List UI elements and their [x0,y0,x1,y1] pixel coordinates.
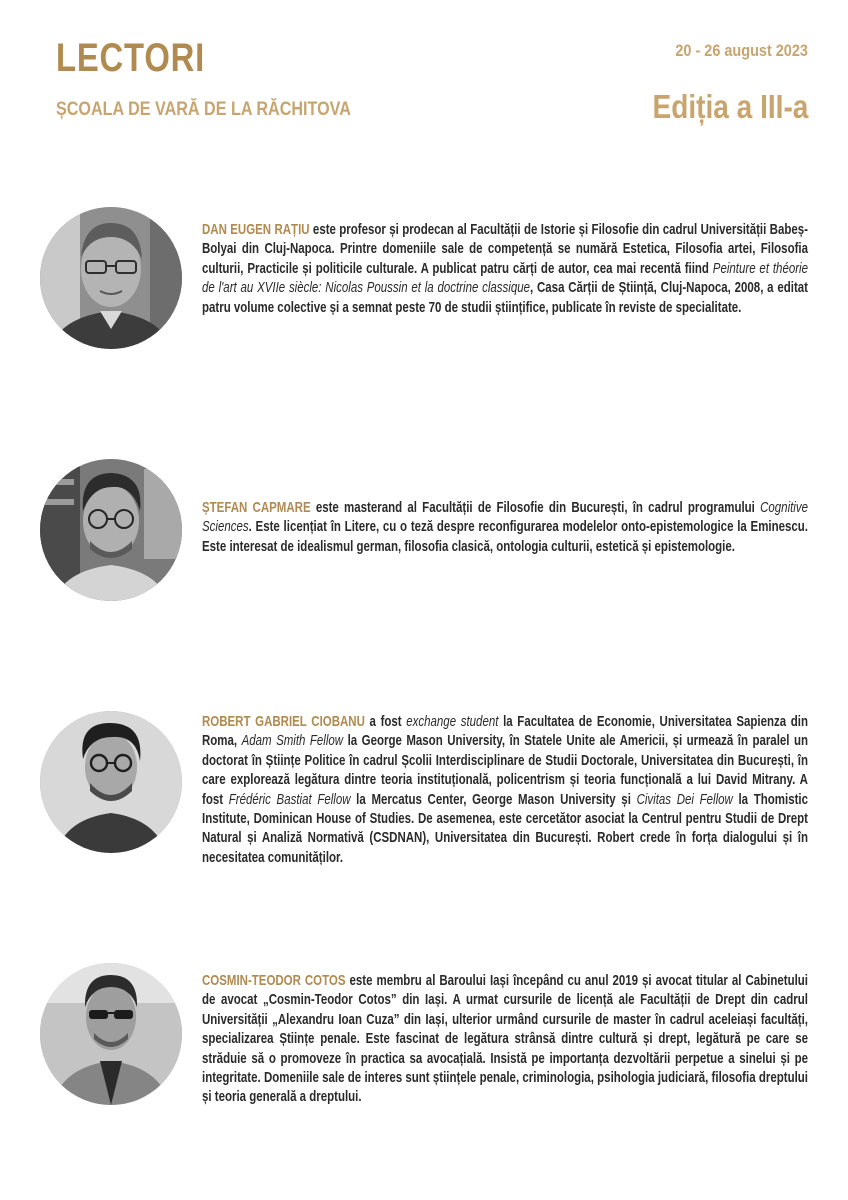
lecturer-photo [40,963,182,1105]
bio-segment: , Casa Cărții de Știință, Cluj-Napoca, 2008, a editat patru volume colective și a semnat peste 70 de studii științifice, publicate în reviste de specialitate. [202,280,808,316]
lecturer-name: ROBERT GABRIEL CIOBANU [202,714,365,730]
bio-segment: la Mercatus Center, George Mason University și [350,791,637,808]
bio-segment: la George Mason University, în Statele Unite ale Americii, și urmează în paralel un doctorat în Științe Politice în cadrul Școlii Interdisciplinare de Studii Doctorale, Universitatea din București, în care explorează legătura dintre teoria instituțională, policentrism și teoria funcțională a lui David Mitrany. A fost [202,733,808,808]
lecturer-bio [202,972,808,1108]
event-dates: 20 - 26 august 2023 [675,41,808,60]
lecturer-photo [40,207,182,349]
bio-segment: la Thomistic Institute, Dominican House of Studies. De asemenea, este cercetător asociat la Centrul pentru Studii de Drept Natural și Analiză Normativă (CSDNAN), Universitatea din București. Robert crede în forța dialogului și în necesitatea comunităților. [202,791,809,866]
italic-term: Peinture et théorie de l'art au XVIIe siècle: Nicolas Poussin et la doctrine classique [202,260,808,297]
bio-segment: este profesor și prodecan al Facultății de Istorie și Filosofie din cadrul Universității Babeș-Bolyai din Cluj-Napoca. Printre domeniile sale de competență se numără Estetica, Filosofia artei, Filosofia culturii, Practicile și politicile culturale. A publicat patru cărți de autor, cea mai recentă fiind [202,222,808,277]
school-subtitle: ȘCOALA DE VARĂ DE LA RĂCHITOVA [56,99,351,120]
page-title: LECTORI [56,36,206,80]
lecturer-photo [40,459,182,601]
italic-term: Frédéric Bastiat Fellow [228,791,351,808]
italic-term: Civitas Dei Fellow [636,791,733,808]
italic-term: exchange student [406,714,499,730]
lecturer-bio [202,221,808,318]
lecturer-bio [202,499,808,557]
lecturer-name: DAN EUGEN RAȚIU [202,222,310,238]
lecturer-bio-text [202,973,808,1105]
italic-term: Cognitive Sciences [202,500,808,536]
lecturer-bio [202,713,808,868]
bio-segment: la Facultatea de Economie, Universitatea Sapienza din Roma, [202,714,809,750]
italic-term: Adam Smith Fellow [241,733,344,750]
lecturer-name: ȘTEFAN CAPMARE [202,500,311,516]
bio-segment: . Este licențiat în Litere, cu o teză despre reconfigurarea modelelor onto-epistemologice la Eminescu. Este interesat de idealismul german, filosofia clasică, ontologia culturii, estetică și epistemologie. [202,519,808,555]
bio-segment: a fost [364,714,407,730]
bio-segment: este masterand al Facultății de Filosofie din București, în cadrul programului [310,500,761,516]
lecturer-bio-text [202,714,808,866]
lecturer-name: COSMIN-TEODOR COTOS [202,973,346,989]
bio-segment: este membru al Baroului Iași începând cu anul 2019 și avocat titular al Cabinetului de avocat „Cosmin-Teodor Cotos” din Iași. A urmat cursurile de licență ale Facultății de Drept din cadrul Universității „Alexandru Ioan Cuza” din Iași, ulterior urmând cursurile de master în cadrul aceleiași facultăți, specializarea Științe penale. Este fascinat de legătura strânsă dintre cultură și drept, legătură pe care se străduie să o promoveze în practica sa avocațială. Insistă pe importanța dezvoltării perpetue a sinelui și pe integritate. Domeniile sale de interes sunt științele penale, criminologia, psihologia judiciară, filosofia dreptului și teoria generală a dreptului. [202,973,808,1106]
edition-label: Ediția a III-a [652,88,808,125]
lecturer-photo [40,711,182,853]
